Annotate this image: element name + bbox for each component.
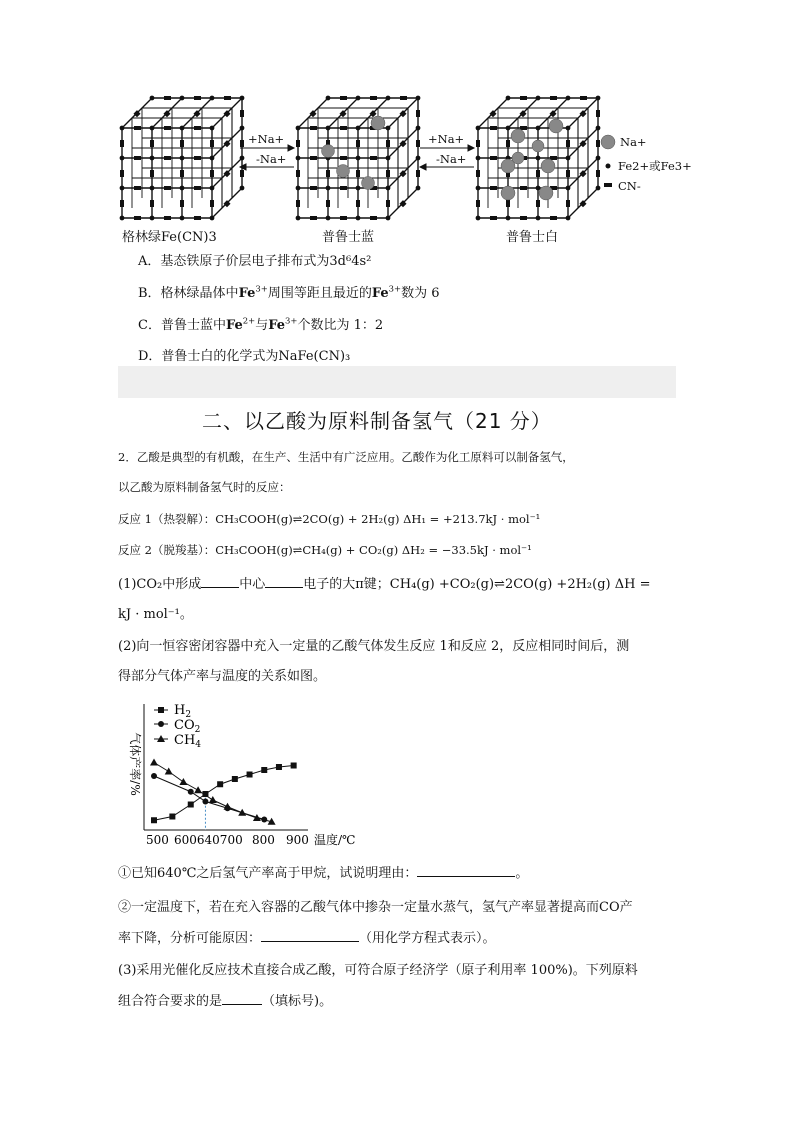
reaction-1: 反应 1（热裂解）：CH₃COOH(g)⇌2CO(g) + 2H₂(g) ΔH₁ = +213.7kJ · mol⁻¹	[118, 512, 541, 526]
answer-blank-4[interactable]	[261, 929, 359, 942]
data-point-ch4	[209, 796, 217, 803]
cube-green	[120, 96, 245, 221]
cube-blue	[296, 96, 421, 221]
question-3-line-1: (3)采用光催化反应技术直接合成乙酸，可符合原子经济学（原子利用率 100%)。下列原料	[118, 963, 638, 978]
option-a: A．基态铁原子价层电子排布式为3d⁶4s²	[138, 254, 372, 269]
legend-na-label: Na+	[620, 135, 647, 149]
data-point-co2	[151, 773, 157, 779]
legend-co2-marker	[158, 721, 164, 727]
answer-blank-2[interactable]	[265, 575, 303, 588]
arrow2-bottom-label: -Na+	[436, 152, 467, 166]
legend-h2-marker	[158, 707, 164, 713]
figure-label-blue: 普鲁士蓝	[322, 230, 375, 245]
legend-cn-label: CN-	[618, 179, 641, 193]
legend-cn-symbol	[604, 183, 612, 187]
legend-fe-symbol	[606, 164, 611, 169]
data-point-h2	[188, 802, 194, 808]
x-tick-800: 800	[252, 833, 275, 847]
data-point-h2	[217, 781, 223, 787]
chart-y-label: 气体产率/%	[128, 732, 142, 796]
x-tick-900: 900	[286, 833, 309, 847]
chart-legend	[154, 703, 201, 750]
data-point-h2	[169, 814, 175, 820]
section-title: 二、以乙酸为原料制备氢气（21 分）	[202, 409, 552, 433]
data-point-ch4	[194, 786, 202, 793]
legend-na-symbol	[601, 135, 615, 149]
data-point-ch4	[165, 768, 173, 775]
data-point-ch4	[179, 778, 187, 785]
answer-blank-3[interactable]	[417, 864, 515, 877]
series-line-ch4	[154, 763, 272, 822]
figure-label-white: 普鲁士白	[506, 230, 559, 245]
subquestion-1: ①已知640℃之后氢气产率高于甲烷，试说明理由： 。	[118, 866, 529, 881]
arrow1-bottom-label: -Na+	[256, 152, 287, 166]
data-point-h2	[151, 817, 157, 823]
arrow2-top-label: +Na+	[428, 132, 465, 146]
option-b: B．格林绿晶体中$Fe^{3+}$周围等距且最近的$Fe^{3+}$数为 6	[138, 283, 440, 301]
data-point-ch4	[150, 759, 158, 766]
data-point-h2	[232, 776, 238, 782]
option-c: C．普鲁士蓝中$Fe^{2+}$与$Fe^{3+}$个数比为 1：2	[138, 315, 384, 333]
option-d: D．普鲁士白的化学式为NaFe(CN)₃	[138, 349, 351, 364]
data-point-h2	[261, 767, 267, 773]
question-1-line-1: (1)CO₂中形成 中心 电子的大π键；CH₄(g) +CO₂(g)⇌2CO(g) +2H₂(g) ΔH =	[118, 577, 651, 592]
arrow1-top-label: +Na+	[248, 132, 285, 146]
gas-yield-chart	[118, 698, 378, 850]
x-tick-600640700: 600640700	[174, 833, 243, 847]
data-point-co2	[202, 799, 208, 805]
data-point-h2	[291, 763, 297, 769]
question-intro-2: 以乙酸为原料制备氢气时的反应：	[118, 480, 291, 494]
subquestion-2-line-1: ②一定温度下，若在充入容器的乙酸气体中掺杂一定量水蒸气，氢气产率显著提高而CO产	[118, 900, 633, 915]
answer-blank-5[interactable]	[222, 992, 262, 1005]
data-point-ch4	[224, 803, 232, 810]
subquestion-2-line-2: 率下降，分析可能原因： （用化学方程式表示）。	[118, 931, 496, 946]
legend-ch4-label: $CH_4$	[174, 733, 202, 750]
figure-label-green: 格林绿Fe(CN)3	[122, 230, 217, 245]
question-intro-1: 2．乙酸是典型的有机酸，在生产、生活中有广泛应用。乙酸作为化工原料可以制备氢气，	[118, 450, 574, 464]
series-ch4	[150, 759, 276, 825]
series-line-h2	[154, 766, 294, 821]
answer-blank-1[interactable]	[201, 575, 239, 588]
series-h2	[151, 763, 297, 824]
question-1-line-2: kJ · mol⁻¹。	[118, 607, 193, 622]
legend-fe-label: Fe2+或Fe3+	[618, 159, 692, 173]
gray-divider	[118, 366, 676, 398]
question-3-line-2: 组合符合要求的是 （填标号)。	[118, 994, 333, 1009]
reaction-2: 反应 2（脱羧基）：CH₃COOH(g)⇌CH₄(g) + CO₂(g) ΔH₂ = −33.5kJ · mol⁻¹	[118, 543, 532, 557]
question-2-line-1: (2)向一恒容密闭容器中充入一定量的乙酸气体发生反应 1和反应 2，反应相同时间后，测	[118, 639, 630, 654]
legend-h2-label: $H_2$	[174, 703, 192, 720]
data-point-h2	[247, 772, 253, 778]
data-point-h2	[276, 764, 282, 770]
cube-white	[476, 96, 601, 221]
x-tick-500: 500	[146, 833, 169, 847]
chart-x-label: 温度/℃	[314, 833, 356, 847]
question-2-line-2: 得部分气体产率与温度的关系如图。	[118, 669, 327, 684]
data-point-co2	[188, 789, 194, 795]
legend-co2-label: $CO_2$	[174, 718, 201, 735]
